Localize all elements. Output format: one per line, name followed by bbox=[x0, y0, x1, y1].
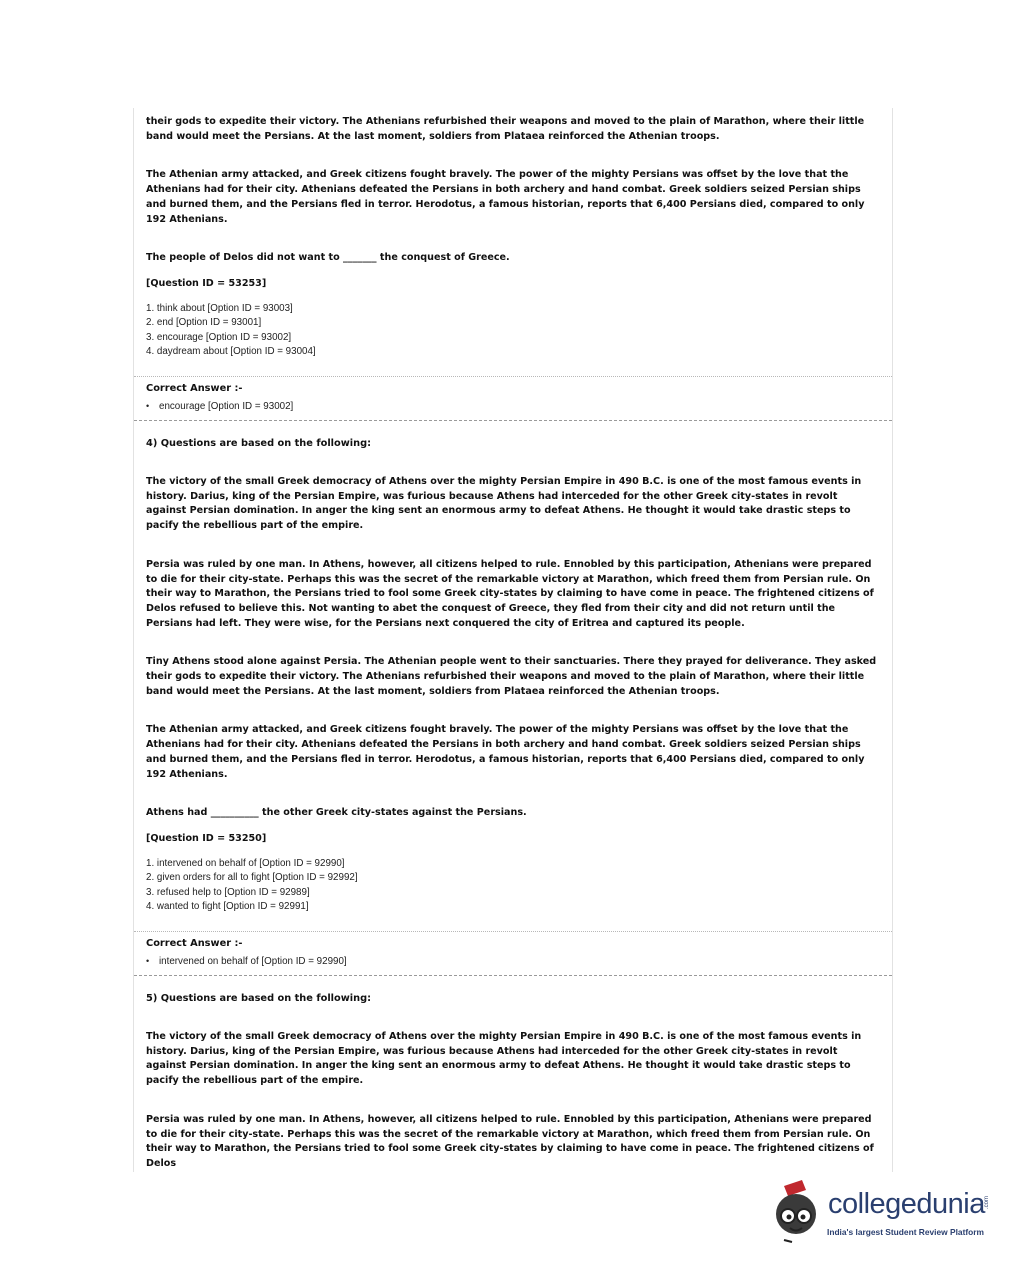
document-page bbox=[133, 108, 893, 1172]
question-heading: 4) Questions are based on the following: bbox=[146, 438, 372, 449]
option-item: 4. wanted to fight [Option ID = 92991] bbox=[146, 901, 309, 913]
correct-answer-label: Correct Answer :- bbox=[146, 938, 243, 950]
correct-answer-label: Correct Answer :- bbox=[146, 383, 243, 394]
option-item: 3. refused help to [Option ID = 92989] bbox=[146, 886, 310, 898]
passage-paragraph: The Athenian army attacked, and Greek citizens fought bravely. The power of the mighty Persians was offset by the love that the Athenians had for their city. Athenians defeated the Persians in both archery and hand combat. Greek soldiers seized Persian ships and burned them, and the Persians fled in terror. Herodotus, a famous historian, reports that 6,400 Persians died, compared to only 192 Athenians. bbox=[146, 169, 865, 225]
option-item: 2. given orders for all to fight [Option ID = 92992] bbox=[146, 872, 358, 884]
mascot-icon bbox=[766, 1180, 830, 1246]
correct-answer-text: intervened on behalf of [Option ID = 92990] bbox=[159, 956, 347, 968]
logo-tagline: India's largest Student Review Platform bbox=[827, 1227, 984, 1237]
passage-paragraph: The Athenian army attacked, and Greek citizens fought bravely. The power of the mighty Persians was offset by the love that the Athenians had for their city. Athenians defeated the Persians in both archery and hand combat. Greek soldiers seized Persian ships and burned them, and the Persians fled in terror. Herodotus, a famous historian, reports that 6,400 Persians died, compared to only 192 Athenians. bbox=[146, 724, 865, 780]
passage-paragraph: The victory of the small Greek democracy of Athens over the mighty Persian Empire in 490 B.C. is one of the most famous events in history. Darius, king of the Persian Empire, was furious because Athens had interceded for the other Greek city-states in revolt against Persian domination. In anger the king sent an enormous army to defeat Athens. He thought it would take drastic steps to pacify the rebellious part of the empire. bbox=[146, 1031, 862, 1087]
passage-paragraph: their gods to expedite their victory. The Athenians refurbished their weapons and moved to the plain of Marathon, where their little band would meet the Persians. At the last moment, soldiers from Plataea reinforced the Athenian troops. bbox=[146, 116, 865, 142]
document-content bbox=[146, 108, 880, 1172]
passage-paragraph: Persia was ruled by one man. In Athens, however, all citizens helped to rule. Ennobled by this participation, Athenians were prepared to die for their city-state. Perhaps this was the secret of the remarkable victory at Marathon, which freed them from Persian rule. On their way to Marathon, the Persians tried to fool some Greek city-states by claiming to have come in peace. The frightened citizens of Delos bbox=[146, 1113, 874, 1169]
correct-answer bbox=[146, 399, 880, 414]
passage-paragraph: Persia was ruled by one man. In Athens, however, all citizens helped to rule. Ennobled by this participation, Athenians were prepared to die for their city-state. Perhaps this was the secret of the remarkable victory at Marathon, which freed them from Persian rule. On their way to Marathon, the Persians tried to fool some Greek city-states by claiming to have come in peace. The frightened citizens of Delos refused to believe this. Not wanting to abet the conquest of Greece, they fled from their city and did not return until the Persians had left. They were wise, for the Persians next conquered the city of Eritrea and captured its people. bbox=[146, 558, 874, 629]
question-separator bbox=[134, 975, 892, 976]
bullet-icon: • bbox=[146, 401, 150, 411]
question-stem: Athens had __________ the other Greek city-states against the Persians. bbox=[146, 807, 527, 819]
correct-answer-text: encourage [Option ID = 93002] bbox=[159, 401, 294, 412]
option-item: 1. think about [Option ID = 93003] bbox=[146, 302, 293, 314]
options-list bbox=[146, 857, 880, 915]
passage-paragraph: The victory of the small Greek democracy of Athens over the mighty Persian Empire in 490 B.C. is one of the most famous events in history. Darius, king of the Persian Empire, was furious because Athens had interceded for the other Greek city-states in revolt against Persian domination. In anger the king sent an enormous army to defeat Athens. He thought it would take drastic steps to pacify the rebellious part of the empire. bbox=[146, 476, 862, 532]
logo-domain-suffix: .com bbox=[984, 1196, 990, 1210]
bullet-icon: • bbox=[146, 956, 150, 967]
divider bbox=[134, 376, 892, 377]
question-separator bbox=[134, 420, 892, 421]
correct-answer bbox=[146, 954, 880, 969]
options-list bbox=[146, 302, 880, 360]
divider bbox=[134, 931, 892, 932]
logo-wordmark: collegedunia bbox=[828, 1188, 985, 1220]
question-id: [Question ID = 53250] bbox=[146, 832, 267, 844]
option-item: 1. intervened on behalf of [Option ID = 92990] bbox=[146, 857, 345, 869]
question-stem: The people of Delos did not want to _______ the conquest of Greece. bbox=[146, 252, 510, 264]
question-heading: 5) Questions are based on the following: bbox=[146, 993, 372, 1005]
collegedunia-logo bbox=[766, 1180, 996, 1250]
option-item: 2. end [Option ID = 93001] bbox=[146, 317, 262, 329]
option-item: 3. encourage [Option ID = 93002] bbox=[146, 331, 292, 343]
option-item: 4. daydream about [Option ID = 93004] bbox=[146, 346, 316, 358]
question-id: [Question ID = 53253] bbox=[146, 277, 267, 289]
passage-paragraph: Tiny Athens stood alone against Persia. The Athenian people went to their sanctuaries. There they prayed for deliverance. They asked their gods to expedite their victory. The Athenians refurbished their weapons and moved to the plain of Marathon, where their little band would meet the Persians. At the last moment, soldiers from Plataea reinforced the Athenian troops. bbox=[146, 656, 877, 697]
